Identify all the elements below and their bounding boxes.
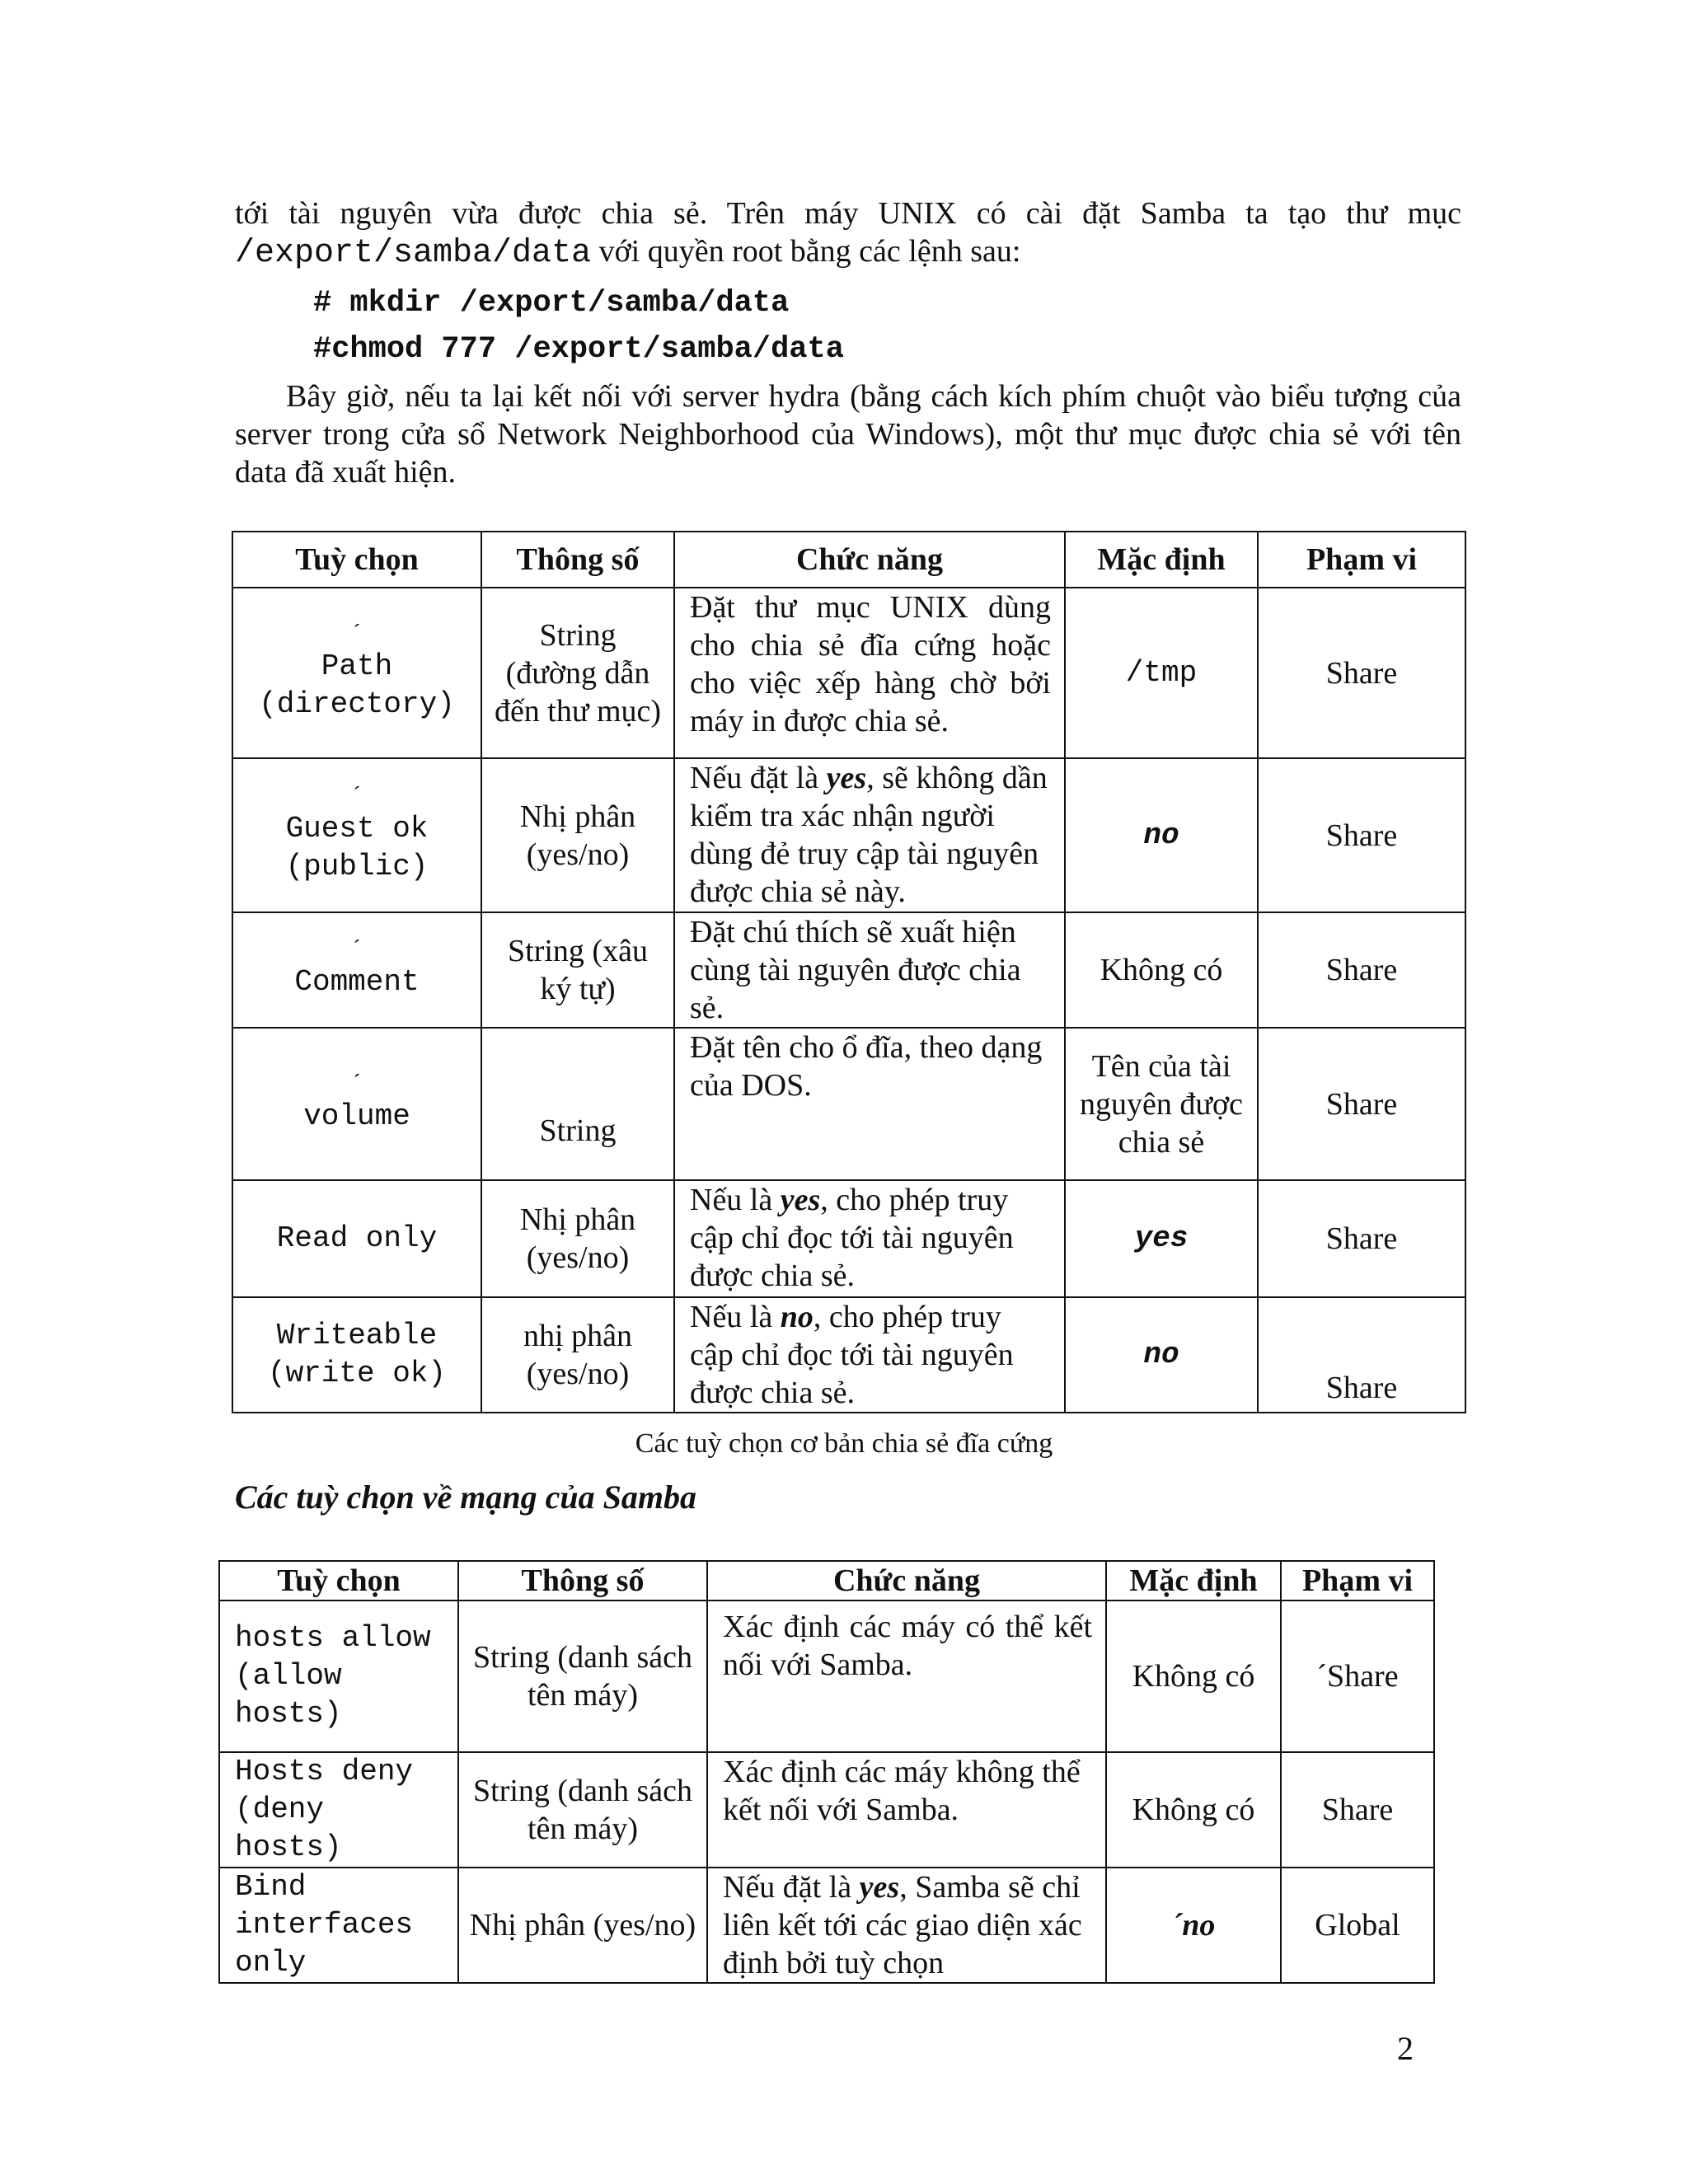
intro-line-2 <box>235 232 1461 273</box>
option-name: volume <box>303 1099 410 1133</box>
option-cell: Bind interfaces only <box>219 1868 458 1983</box>
function-text-post: , Samba sẽ chỉ liên kết tới các giao diện xác định bởi tuỳ chọn <box>723 1870 1082 1980</box>
option-cell: hosts allow (allow hosts) <box>219 1601 458 1752</box>
header-function: Chức năng <box>674 532 1065 588</box>
param-cell: String (đường dẫn đến thư mục) <box>481 588 674 758</box>
accent-mark: ´ <box>349 938 364 963</box>
table-caption: Các tuỳ chọn cơ bản chia sẻ đĩa cứng <box>635 1428 1053 1459</box>
default-cell: Không có <box>1106 1752 1281 1868</box>
table-row <box>219 1601 1434 1752</box>
table-row <box>232 1028 1465 1180</box>
table-network-options <box>218 1560 1435 1984</box>
function-text-pre: Nếu là <box>690 1300 781 1334</box>
scope-cell: Share <box>1258 758 1465 912</box>
scope-cell: Share <box>1258 1180 1465 1297</box>
option-cell <box>232 758 481 912</box>
section-heading: Các tuỳ chọn về mạng của Samba <box>235 1479 697 1516</box>
intro-line-2-rest: với quyền root bằng các lệnh sau: <box>591 234 1021 269</box>
function-text-pre: Nếu đặt là <box>690 761 827 795</box>
param-cell: String <box>481 1028 674 1180</box>
param-cell: String (danh sách tên máy) <box>458 1752 707 1868</box>
option-cell <box>232 912 481 1028</box>
function-emphasis: no <box>780 1300 814 1334</box>
table-row <box>232 758 1465 912</box>
option-cell: Read only <box>232 1180 481 1297</box>
param-cell: String (danh sách tên máy) <box>458 1601 707 1752</box>
header-scope: Phạm vi <box>1281 1561 1434 1601</box>
header-param: Thông số <box>458 1561 707 1601</box>
default-cell: Không có <box>1065 912 1258 1028</box>
option-cell: Hosts deny (deny hosts) <box>219 1752 458 1868</box>
table-row <box>219 1752 1434 1868</box>
table-header-row <box>219 1561 1434 1601</box>
intro-line-1: tới tài nguyên vừa được chia sẻ. Trên máy UNIX có cài đặt Samba ta tạo thư mục <box>235 196 1461 231</box>
header-option: Tuỳ chọn <box>219 1561 458 1601</box>
default-cell: no <box>1065 1297 1258 1413</box>
intro-paragraph <box>235 194 1461 273</box>
header-function: Chức năng <box>707 1561 1106 1601</box>
scope-cell: Share <box>1258 1028 1465 1180</box>
page-number: 2 <box>1397 2030 1414 2067</box>
table-header-row <box>232 532 1465 588</box>
param-cell: nhị phân (yes/no) <box>481 1297 674 1413</box>
scope-cell: Share <box>1258 1297 1465 1413</box>
default-cell: ´no <box>1106 1868 1281 1983</box>
default-cell: yes <box>1065 1180 1258 1297</box>
command-chmod: #chmod 777 /export/samba/data <box>313 332 844 367</box>
function-text-post: , cho phép truy cập chỉ đọc tới tài nguyên được chia sẻ. <box>690 1183 1014 1293</box>
option-name: Path (directory) <box>259 649 455 721</box>
option-name: Comment <box>294 965 420 999</box>
paragraph-hydra: Bây giờ, nếu ta lại kết nối với server hydra (bằng cách kích phím chuột vào biểu tượng của server trong cửa sổ Network Neighborhood của Windows), một thư mục được chia sẻ với tên data đã xuất hiện. <box>235 379 1461 490</box>
header-scope: Phạm vi <box>1258 532 1465 588</box>
scope-cell: Global <box>1281 1868 1434 1983</box>
function-cell <box>674 758 1065 912</box>
option-cell: Writeable (write ok) <box>232 1297 481 1413</box>
header-param: Thông số <box>481 532 674 588</box>
option-cell <box>232 1028 481 1180</box>
default-cell: Không có <box>1106 1601 1281 1752</box>
function-cell: Xác định các máy có thể kết nối với Samba. <box>707 1601 1106 1752</box>
header-option: Tuỳ chọn <box>232 532 481 588</box>
function-cell <box>674 1297 1065 1413</box>
param-cell: Nhị phân (yes/no) <box>481 758 674 912</box>
function-text-pre: Nếu là <box>690 1183 781 1217</box>
accent-mark: ´ <box>349 1071 364 1098</box>
function-text-post: , cho phép truy cập chỉ đọc tới tài nguyên được chia sẻ. <box>690 1300 1014 1410</box>
default-cell: no <box>1065 758 1258 912</box>
table-row <box>232 1180 1465 1297</box>
function-emphasis: yes <box>780 1183 821 1217</box>
function-emphasis: yes <box>859 1870 900 1905</box>
function-emphasis: yes <box>826 761 867 795</box>
function-text-post: , sẽ không dần kiểm tra xác nhận người dùng đẻ truy cập tài nguyên được chia sẻ này. <box>690 761 1048 909</box>
scope-cell: ´Share <box>1281 1601 1434 1752</box>
param-cell: String (xâu ký tự) <box>481 912 674 1028</box>
default-cell: Tên của tài nguyên được chia sẻ <box>1065 1028 1258 1180</box>
table-share-options <box>232 531 1466 1413</box>
command-mkdir: # mkdir /export/samba/data <box>313 286 790 321</box>
function-cell: Đặt chú thích sẽ xuất hiện cùng tài nguyên được chia sẻ. <box>674 912 1065 1028</box>
table-row <box>232 912 1465 1028</box>
accent-mark: ´ <box>349 784 364 810</box>
function-cell: Xác định các máy không thể kết nối với Samba. <box>707 1752 1106 1868</box>
function-cell: Đặt tên cho ổ đĩa, theo dạng của DOS. <box>674 1028 1065 1180</box>
header-default: Mặc định <box>1065 532 1258 588</box>
table-row <box>232 1297 1465 1413</box>
param-cell: Nhị phân (yes/no) <box>481 1180 674 1297</box>
scope-cell: Share <box>1258 912 1465 1028</box>
function-text-pre: Nếu đặt là <box>723 1870 860 1905</box>
table-row <box>219 1868 1434 1983</box>
function-cell <box>707 1868 1106 1983</box>
scope-cell: Share <box>1258 588 1465 758</box>
default-cell: /tmp <box>1065 588 1258 758</box>
table-row <box>232 588 1465 758</box>
option-name: Guest ok (public) <box>285 811 429 883</box>
param-cell: Nhị phân (yes/no) <box>458 1868 707 1983</box>
function-cell: Đặt thư mục UNIX dùng cho chia sẻ đĩa cứng hoặc cho việc xếp hàng chờ bởi máy in được chia sẻ. <box>674 588 1065 758</box>
function-cell <box>674 1180 1065 1297</box>
export-path: /export/samba/data <box>235 235 592 272</box>
accent-mark: ´ <box>349 621 364 648</box>
scope-cell: Share <box>1281 1752 1434 1868</box>
option-cell <box>232 588 481 758</box>
header-default: Mặc định <box>1106 1561 1281 1601</box>
